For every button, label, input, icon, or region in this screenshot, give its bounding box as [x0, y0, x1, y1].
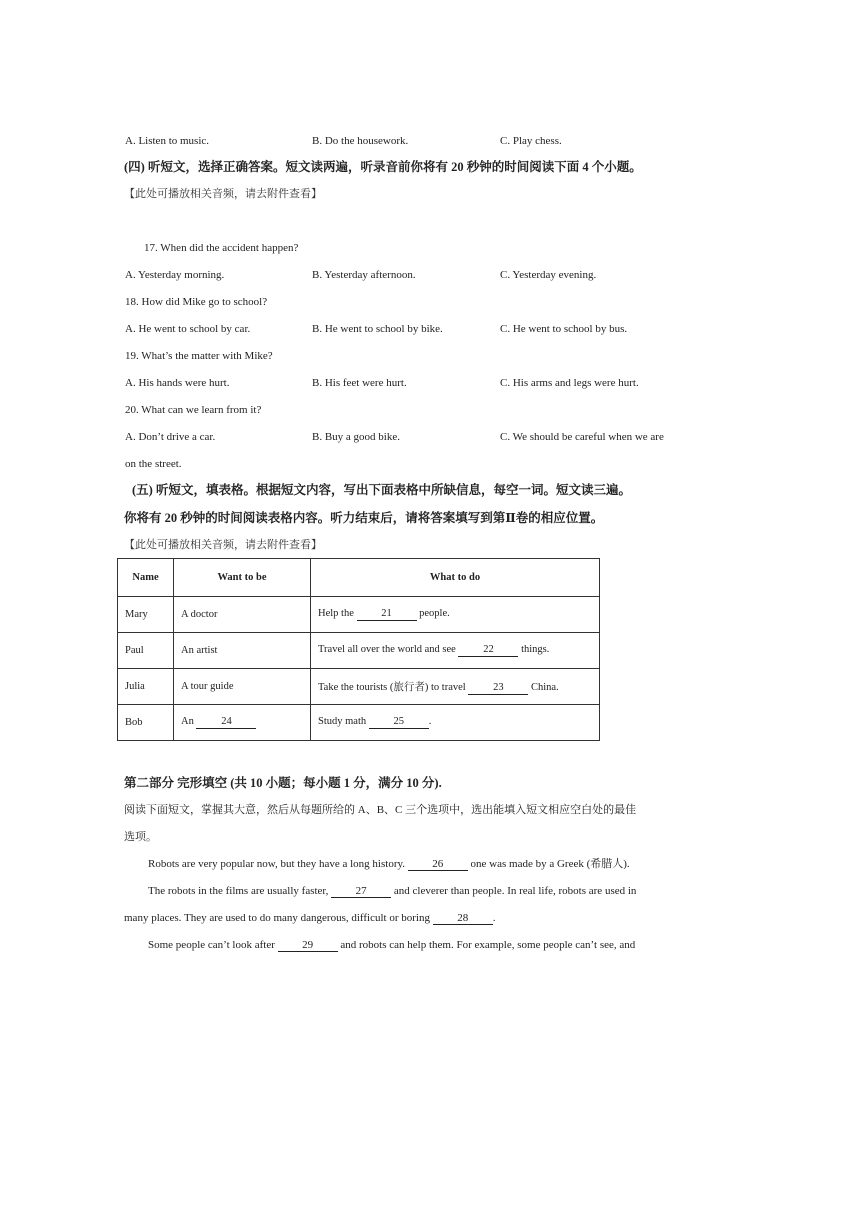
passage-line-3: [124, 911, 496, 925]
section5-heading: (五) 听短文，填表格。根据短文内容，写出下面表格中所缺信息，每空一词。短文读三遍。: [132, 483, 631, 497]
passage-line-1: [148, 857, 630, 871]
section4-audio-note: 【此处可播放相关音频，请去附件查看】: [124, 188, 322, 200]
q19-option-b: B. His feet were hurt.: [312, 377, 407, 389]
cell-do-text-end: people.: [419, 608, 450, 619]
question-19: 19. What’s the matter with Mike?: [125, 350, 273, 362]
table-row: [118, 597, 600, 633]
cell-want: A tour guide: [174, 669, 311, 705]
table-row: [118, 669, 600, 705]
section4-heading: (四) 听短文，选择正确答案。短文读两遍，听录音前你将有 20 秒钟的时间阅读下面 4 个小题。: [124, 160, 642, 174]
cell-do: [311, 633, 600, 669]
passage-line-4: [148, 938, 635, 952]
section5-audio-note: 【此处可播放相关音频，请去附件查看】: [124, 539, 322, 551]
q18-option-b: B. He went to school by bike.: [312, 323, 443, 335]
cell-want: An artist: [174, 633, 311, 669]
blank-25[interactable]: 25: [369, 716, 429, 729]
q19-option-a: A. His hands were hurt.: [125, 377, 230, 389]
header-name: Name: [118, 559, 174, 597]
table-row: [118, 633, 600, 669]
cell-want: [174, 705, 311, 741]
cell-want: A doctor: [174, 597, 311, 633]
question-17: 17. When did the accident happen?: [144, 242, 299, 254]
q18-option-c: C. He went to school by bus.: [500, 323, 628, 335]
passage-text: one was made by a Greek (希腊人).: [470, 858, 630, 870]
passage-text: many places. They are used to do many dangerous, difficult or boring: [124, 912, 430, 924]
cell-do-text-end: things.: [521, 644, 550, 655]
blank-28[interactable]: 28: [433, 912, 493, 925]
q16-option-a: A. Listen to music.: [125, 135, 210, 147]
cell-name: Julia: [118, 669, 174, 705]
q16-option-c: C. Play chess.: [500, 135, 562, 147]
cell-do: [311, 669, 600, 705]
fill-in-table: [117, 558, 600, 741]
passage-text: and cleverer than people. In real life, robots are used in: [393, 885, 637, 897]
cell-want-text: An: [181, 716, 194, 727]
header-what-to-do: What to do: [311, 559, 600, 597]
question-20: 20. What can we learn from it?: [125, 404, 262, 416]
q18-option-a: A. He went to school by car.: [125, 323, 251, 335]
blank-22[interactable]: 22: [458, 644, 518, 657]
blank-27[interactable]: 27: [331, 885, 391, 898]
blank-26[interactable]: 26: [408, 858, 468, 871]
part2-heading: 第二部分 完形填空 (共 10 小题；每小题 1 分，满分 10 分).: [124, 776, 442, 790]
cell-do-text: Take the tourists (旅行者) to travel: [318, 681, 466, 693]
table-header-row: [118, 559, 600, 597]
question-18: 18. How did Mike go to school?: [125, 296, 268, 308]
passage-text: and robots can help them. For example, some people can’t see, and: [340, 939, 636, 951]
part2-instructions: 阅读下面短文，掌握其大意，然后从每题所给的 A、B、C 三个选项中，选出能填入短文相应空白处的最佳: [124, 804, 637, 816]
cell-do-text: Help the: [318, 608, 354, 619]
cell-do-text: Study math: [318, 716, 367, 727]
cell-do-text-end: China.: [530, 681, 559, 693]
q19-option-c: C. His arms and legs were hurt.: [500, 377, 639, 389]
passage-text: The robots in the films are usually faster,: [148, 885, 329, 897]
passage-text: Robots are very popular now, but they have a long history.: [148, 858, 406, 870]
blank-29[interactable]: 29: [278, 939, 338, 952]
q17-option-a: A. Yesterday morning.: [125, 269, 225, 281]
header-want-to-be: Want to be: [174, 559, 311, 597]
q17-option-c: C. Yesterday evening.: [500, 269, 597, 281]
passage-text: Some people can’t look after: [148, 939, 275, 951]
cell-name: Paul: [118, 633, 174, 669]
q20-option-b: B. Buy a good bike.: [312, 431, 400, 443]
table-row: [118, 705, 600, 741]
part2-instructions-line2: 选项。: [124, 831, 157, 843]
blank-24[interactable]: 24: [196, 716, 256, 729]
section5-heading-line2: 你将有 20 秒钟的时间阅读表格内容。听力结束后，请将答案填写到第Ⅱ卷的相应位置。: [124, 511, 604, 525]
q16-option-b: B. Do the housework.: [312, 135, 409, 147]
blank-23[interactable]: 23: [468, 682, 528, 695]
cell-do: [311, 597, 600, 633]
q17-option-b: B. Yesterday afternoon.: [312, 269, 416, 281]
cell-name: Bob: [118, 705, 174, 741]
passage-line-2: [148, 884, 636, 898]
cell-name: Mary: [118, 597, 174, 633]
cell-do: [311, 705, 600, 741]
q20-option-c: C. We should be careful when we are: [500, 431, 664, 443]
blank-21[interactable]: 21: [357, 608, 417, 621]
q20-option-a: A. Don’t drive a car.: [125, 431, 216, 443]
passage-text: .: [492, 912, 496, 924]
cell-do-text: Travel all over the world and see: [318, 644, 456, 655]
cell-do-text-end: .: [428, 716, 432, 727]
q20-option-c-continued: on the street.: [125, 458, 182, 470]
